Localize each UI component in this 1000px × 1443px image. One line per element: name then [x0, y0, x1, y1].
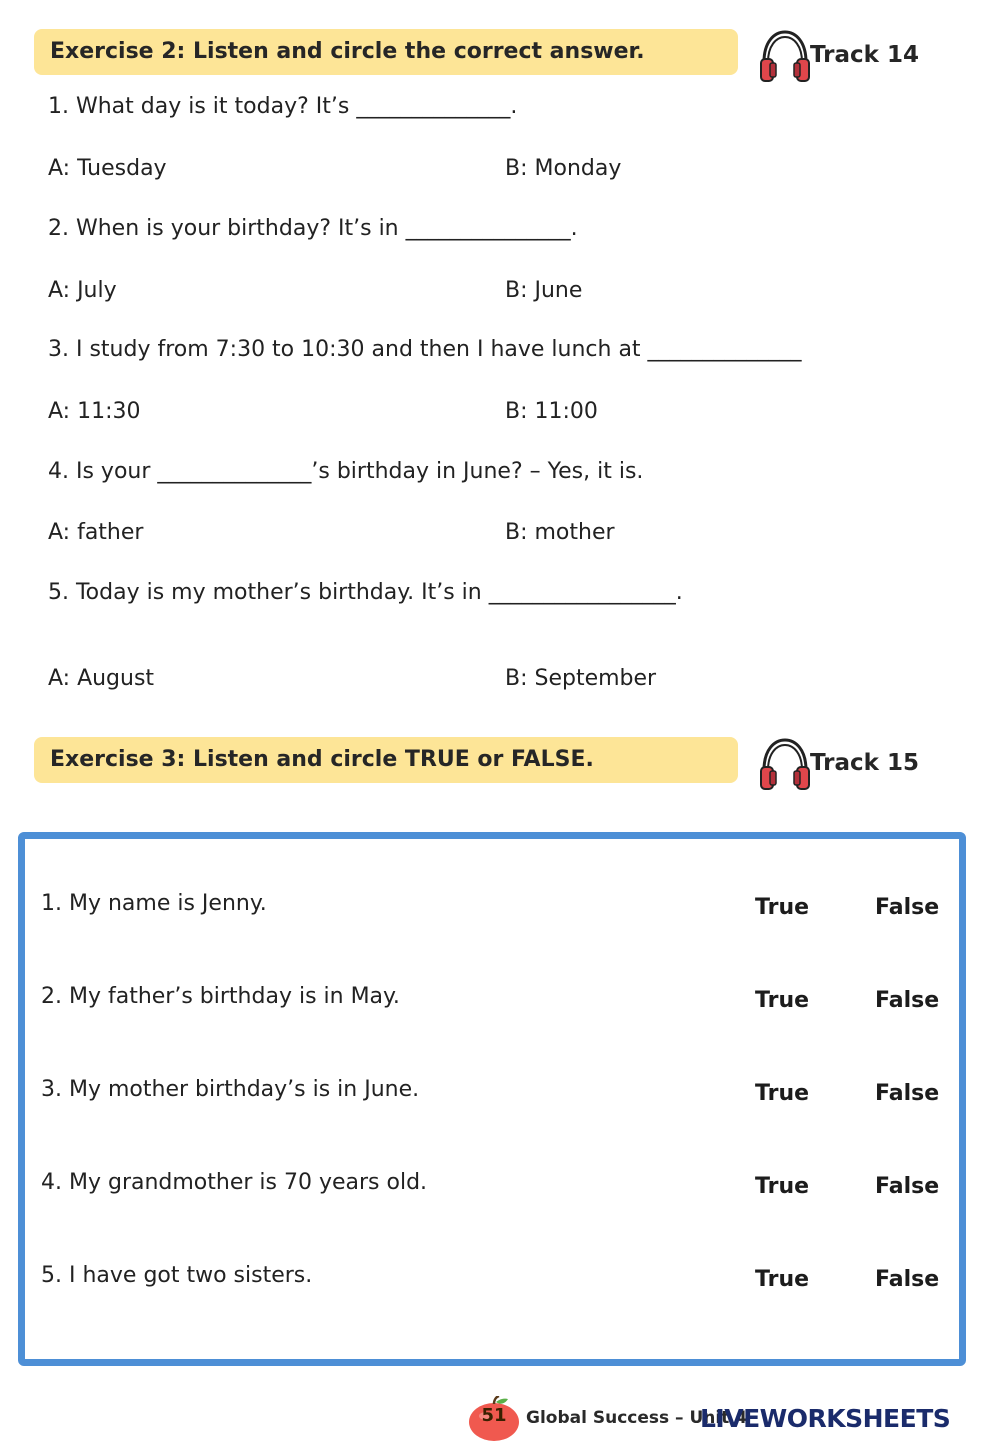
track-15-audio[interactable]: [758, 736, 958, 792]
true-option[interactable]: True: [755, 1267, 810, 1292]
track-label: Track 15: [810, 750, 919, 776]
question-4: 4. Is your ______________’s birthday in June? – Yes, it is.: [48, 459, 644, 484]
footer-text: Global Success – Unit 4: [526, 1408, 748, 1428]
track-14-audio[interactable]: [758, 28, 958, 84]
tf-item-3: [25, 1077, 959, 1117]
true-option[interactable]: True: [755, 1081, 810, 1106]
exercise-2-title: Exercise 2: Listen and circle the correct answer.: [34, 29, 738, 75]
track-label: Track 14: [810, 42, 919, 68]
brand-logo[interactable]: LIVEWORKSHEETS: [700, 1404, 951, 1433]
headphones-icon: [758, 28, 812, 84]
option-a-4[interactable]: A: father: [48, 520, 144, 545]
exercise-3-title: Exercise 3: Listen and circle TRUE or FALSE.: [34, 737, 738, 783]
tf-item-4: [25, 1170, 959, 1210]
option-b-2[interactable]: B: June: [505, 278, 583, 303]
option-b-4[interactable]: B: mother: [505, 520, 615, 545]
statement-text: 3. My mother birthday’s is in June.: [41, 1077, 420, 1102]
false-option[interactable]: False: [875, 1081, 940, 1106]
headphones-icon: [758, 736, 812, 792]
option-a-3[interactable]: A: 11:30: [48, 399, 141, 424]
false-option[interactable]: False: [875, 988, 940, 1013]
option-b-3[interactable]: B: 11:00: [505, 399, 598, 424]
tf-item-2: [25, 984, 959, 1024]
false-option[interactable]: False: [875, 1174, 940, 1199]
false-option[interactable]: False: [875, 1267, 940, 1292]
statement-text: 1. My name is Jenny.: [41, 891, 267, 916]
true-false-box: [18, 832, 966, 1366]
page-footer: [466, 1392, 996, 1442]
statement-text: 5. I have got two sisters.: [41, 1263, 313, 1288]
option-b-1[interactable]: B: Monday: [505, 156, 622, 181]
page-number: 51: [481, 1405, 507, 1426]
question-5: 5. Today is my mother’s birthday. It’s in _________________.: [48, 580, 683, 605]
statement-text: 2. My father’s birthday is in May.: [41, 984, 400, 1009]
tf-item-1: [25, 891, 959, 931]
option-a-2[interactable]: A: July: [48, 278, 117, 303]
true-option[interactable]: True: [755, 988, 810, 1013]
option-a-5[interactable]: A: August: [48, 666, 155, 691]
question-2: 2. When is your birthday? It’s in _______________.: [48, 216, 578, 241]
option-b-5[interactable]: B: September: [505, 666, 657, 691]
question-1: 1. What day is it today? It’s ______________.: [48, 94, 518, 119]
statement-text: 4. My grandmother is 70 years old.: [41, 1170, 428, 1195]
option-a-1[interactable]: A: Tuesday: [48, 156, 167, 181]
tf-item-5: [25, 1263, 959, 1303]
false-option[interactable]: False: [875, 895, 940, 920]
question-3: 3. I study from 7:30 to 10:30 and then I have lunch at ______________: [48, 337, 802, 362]
true-option[interactable]: True: [755, 895, 810, 920]
true-option[interactable]: True: [755, 1174, 810, 1199]
